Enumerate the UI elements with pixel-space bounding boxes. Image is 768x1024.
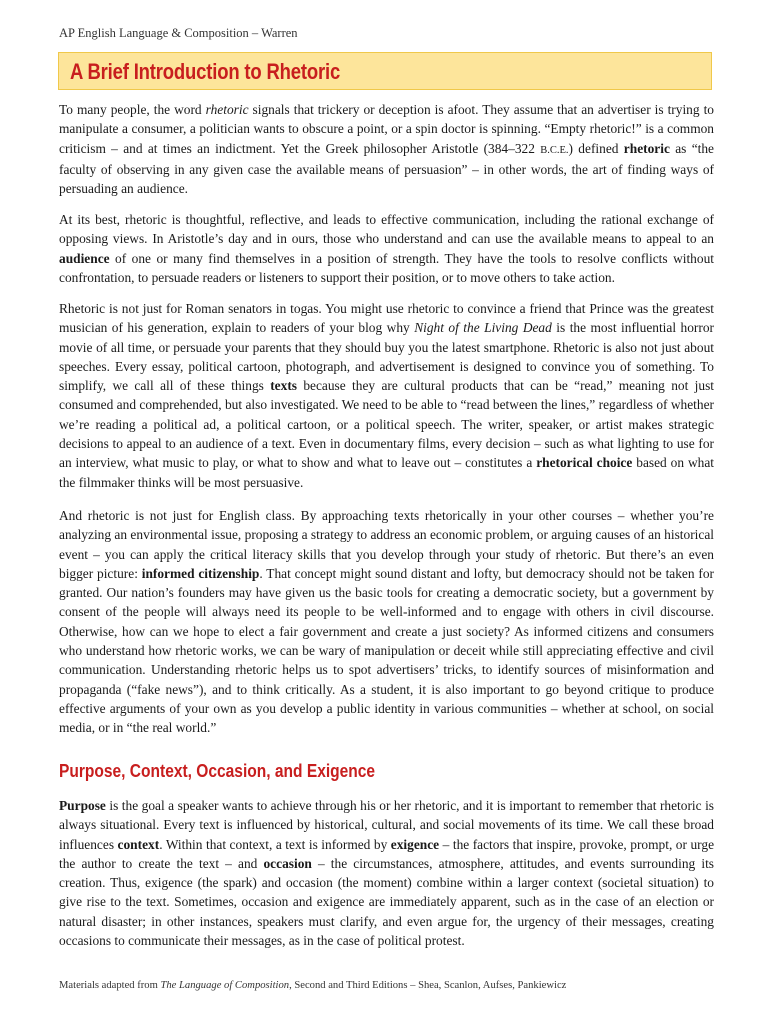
text-run: Materials adapted from	[59, 980, 161, 991]
paragraph-1	[59, 100, 714, 198]
emphasis-rhetoric: rhetoric	[205, 102, 249, 117]
running-header: AP English Language & Composition – Warren	[59, 26, 298, 40]
text-run: And rhetoric is not just for English class. By approaching texts rhetorically in your other courses – whether you’re analyzing an environmental issue, proposing a strategy to address an economic problem, or arguing causes of an historical event – you can apply the critical literacy skills that you develop through your study of rhetoric. But there’s an even bigger picture:	[59, 508, 714, 581]
text-run: because they are cultural products that can be “read,” meaning not just consumed and comprehended, but also investigated. We need to be able to “read between the lines,” regardless of whether we’re reading a political ad, a political cartoon, or a political speech. The writer, speaker, or artist makes strategic decisions to appeal to an audience of a text. Even in documentary films, every decision – such as what lighting to use for an interview, what music to play, or what to show and what to leave out – constitutes a	[59, 378, 714, 471]
paragraph-4	[59, 506, 714, 738]
text-run: Rhetoric is not just for Roman senators in togas. You might use rhetoric to convince a friend that Prince was the greatest musician of his generation, explain to readers of your blog why	[59, 301, 714, 336]
term-informed-citizenship: informed citizenship	[141, 565, 260, 581]
text-run: of one or many find themselves in a position of strength. They have the tools to resolve conflicts without confrontation, to persuade readers or listeners to support their position, or to move others to take action.	[59, 250, 714, 285]
term-rhetorical-choice: rhetorical choice	[536, 455, 633, 471]
era-abbreviation: B.C.E.	[540, 144, 569, 156]
text-run: signals that trickery or deception is afoot. They assume that an advertiser is trying to manipulate a consumer, a politician wants to obscure a point, or a spin doctor is spinning. “Empty rhetoric!” is a common criticism – and at times an indictment. Yet the Greek philosopher Aristotle (384–322	[59, 102, 714, 156]
text-run: is the goal a speaker wants to achieve through his or her rhetoric, and it is important to remember that rhetoric is always situational. Every text is influenced by historical, cultural, and social movements of its time. We call these broad influences	[59, 798, 714, 852]
paragraph-3	[59, 299, 714, 492]
text-run: To many people, the word	[59, 102, 206, 117]
emphasis-film-title: Night of the Living Dead	[414, 320, 552, 336]
text-run: as “the faculty of observing in any given case the available means of persuasion” – in other words, the art of finding ways of persuading an audience.	[59, 140, 715, 197]
term-texts: texts	[270, 378, 297, 394]
text-run: ) defined	[568, 140, 624, 156]
term-rhetoric: rhetoric	[623, 140, 670, 156]
text-run: – the circumstances, atmosphere, attitudes, and events surrounding its creation. Thus, exigence (the spark) and occasion (the moment) combine within a larger context (societal situation) to give rise to the text. Sometimes, occasion and exigence are immediately apparent, such as in the case of an election or natural disaster; in other instances, speakers must clarify, and even argue for, the urgency of their messages, creating occasions to communicate their messages, as in the case of political protest.	[59, 855, 715, 949]
text-run: is the most influential horror movie of all time, or persuade your parents that they should buy you the latest smartphone. Rhetoric is also not just about speeches. Every essay, political cartoon, photograph, and advertisement is designed to convince you of something. To simplify, we call all of these things	[59, 320, 714, 394]
title-banner	[58, 52, 712, 90]
text-run: based on what the filmmaker thinks will be most persuasive.	[59, 455, 715, 490]
emphasis-book-title: The Language of Composition	[160, 980, 290, 991]
term-context: context	[117, 836, 160, 852]
text-run: . Within that context, a text is informed by	[159, 836, 391, 852]
paragraph-5	[59, 796, 714, 950]
text-run: , Second and Third Editions – Shea, Scanlon, Aufses, Pankiewicz	[289, 980, 567, 991]
text-run: – the factors that inspire, provoke, prompt, or urge the author to create the text – and	[59, 836, 715, 871]
term-occasion: occasion	[263, 855, 312, 871]
paragraph-2	[59, 210, 714, 287]
text-run: . That concept might sound distant and lofty, but democracy should not be taken for granted. Our nation’s founders may have given us the basic tools for creating a democratic society, but a government by consent of the people will always need its people to be well-informed and to engage with others in civil discourse. Otherwise, how can we hope to elect a fair government and create a just society? As informed citizens and consumers who understand how rhetoric works, we can be wary of manipulation or deceit while still appreciating effective and civil communication. Understanding rhetoric helps us to spot advertisers’ tricks, to identify sources of misinformation and propaganda (“fake news”), and to think critically. As a student, it is also important to go beyond critique to produce effective arguments of your own as you develop a public identity in various communities – whether at school, on social media, or in “the real world.”	[59, 565, 714, 736]
text-run: At its best, rhetoric is thoughtful, reflective, and leads to effective communication, including the rational exchange of opposing views. In Aristotle’s day and in ours, those who understand and can use the available means to appeal to an	[59, 212, 714, 247]
section-heading: Purpose, Context, Occasion, and Exigence	[59, 760, 376, 781]
term-purpose: Purpose	[59, 798, 106, 813]
term-exigence: exigence	[390, 836, 440, 852]
term-audience: audience	[59, 250, 110, 266]
page-title: A Brief Introduction to Rhetoric	[70, 59, 341, 84]
footer-citation	[59, 980, 566, 991]
